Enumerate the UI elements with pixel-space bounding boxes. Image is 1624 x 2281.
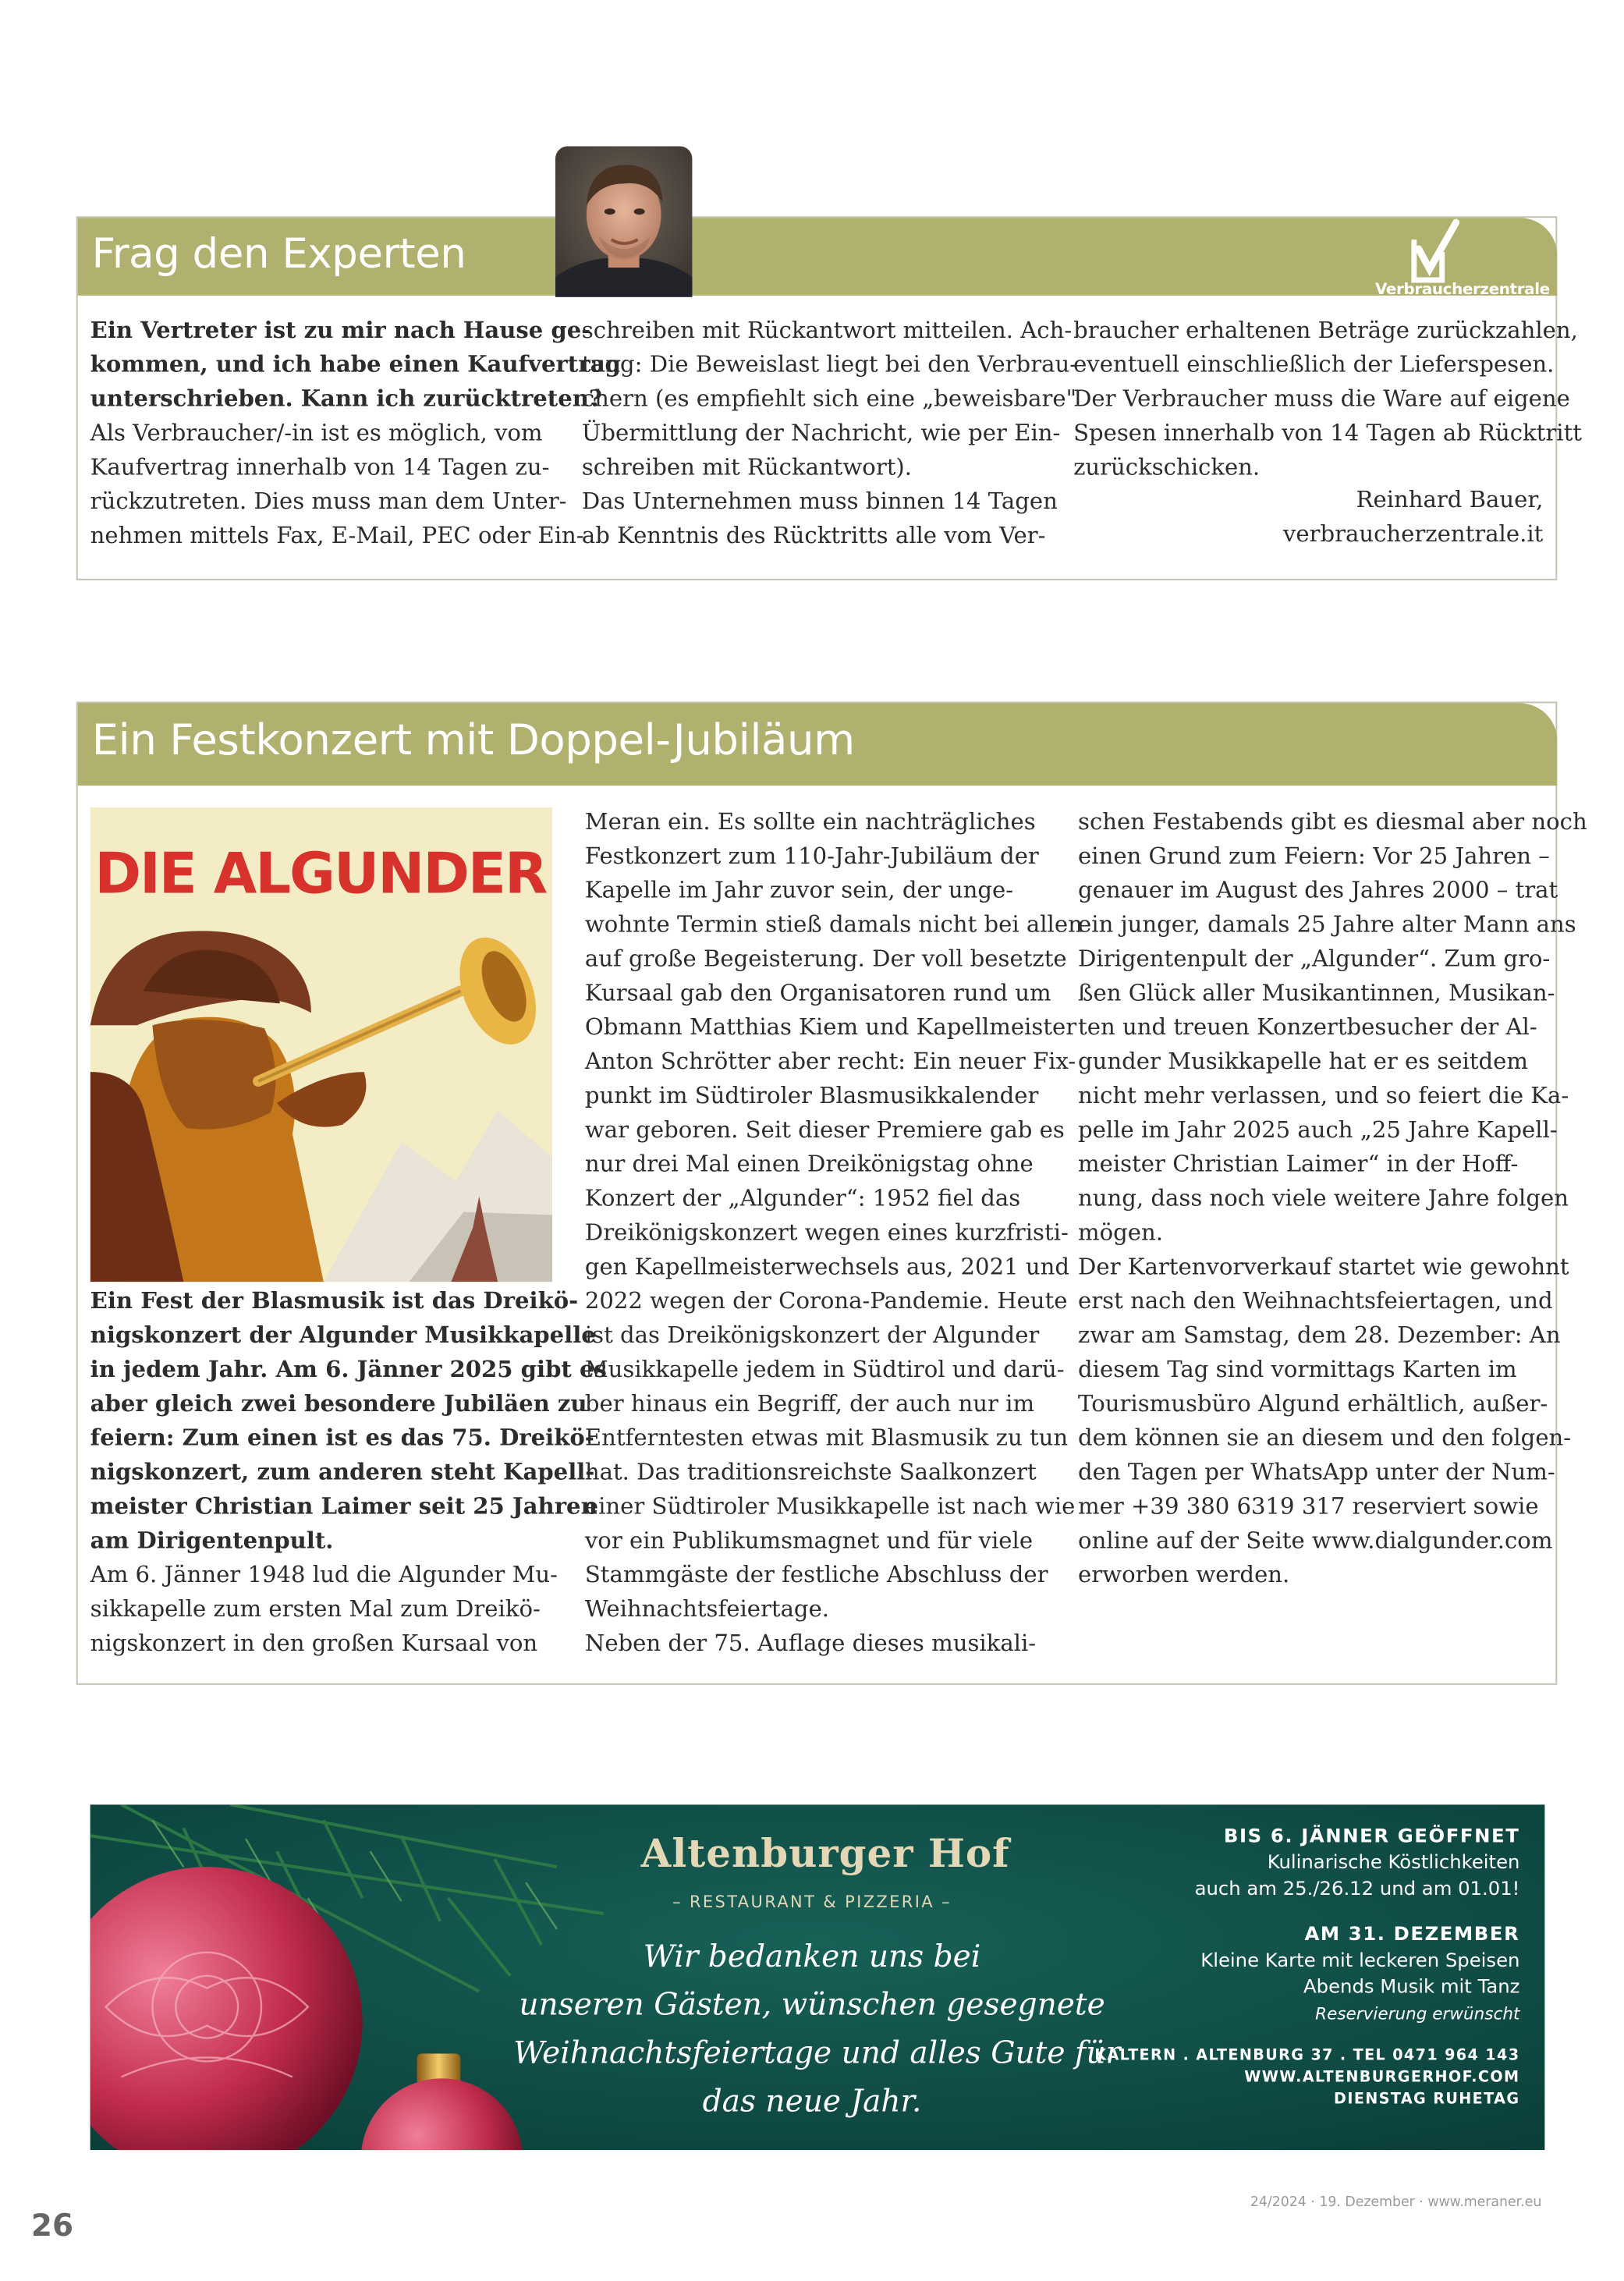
question-line: unterschrieben. Kann ich zurücktreten? [90, 385, 602, 413]
text-line: zurückschicken. [1073, 454, 1261, 481]
text-line: nehmen mittels Fax, E-Mail, PEC oder Ein- [90, 523, 584, 549]
opening-info [1006, 1823, 1519, 2111]
greeting-line: unseren Gästen, wünschen gesegnete [519, 1986, 1105, 2023]
text-line: gen Kapellmeisterwechsels aus, 2021 und [584, 1254, 1069, 1281]
newyear-heading: AM 31. DEZEMBER [1304, 1922, 1520, 1945]
restaurant-subtitle: – RESTAURANT & PIZZERIA – [672, 1893, 952, 1912]
text-line: Entferntesten etwas mit Blasmusik zu tun [584, 1424, 1069, 1452]
question-line: kommen, und ich habe einen Kaufvertrag [90, 351, 621, 378]
author-website: verbraucherzentrale.it [1282, 521, 1544, 548]
text-line: Der Verbraucher muss die Ware auf eigene [1073, 385, 1570, 413]
text-line: war geboren. Seit dieser Premiere gab es [584, 1116, 1065, 1144]
text-line: den Tagen per WhatsApp unter der Num- [1078, 1459, 1555, 1486]
text-line: punkt im Südtiroler Blasmusikkalender [584, 1083, 1039, 1109]
greeting-line: Weihnachtsfeiertage und alles Gute für [513, 2034, 1121, 2071]
newyear-text: Abends Musik mit Tanz [1303, 1975, 1520, 1998]
lead-line: nigskonzert, zum anderen steht Kapell- [90, 1459, 595, 1486]
text-line: Konzert der „Algunder“: 1952 fiel das [584, 1185, 1021, 1212]
expert-section-title: Frag den Experten [91, 230, 466, 278]
text-line: einen Grund zum Feiern: Vor 25 Jahren – [1078, 843, 1550, 870]
text-line: nur drei Mal einen Dreikönigstag ohne [584, 1151, 1034, 1178]
address-phone: KALTERN . ALTENBURG 37 . TEL 0471 964 143 [1094, 2047, 1520, 2065]
text-line: ein junger, damals 25 Jahre alter Mann ans [1078, 911, 1576, 938]
text-line: tung: Die Beweislast liegt bei den Verbrau- [581, 351, 1078, 378]
concert-column-2 [585, 806, 1083, 1662]
text-line: nicht mehr verlassen, und so feiert die Ka- [1078, 1083, 1569, 1109]
text-line: Das Unternehmen muss binnen 14 Tagen [581, 488, 1058, 516]
text-line: Meran ein. Es sollte ein nachträgliches [584, 809, 1036, 835]
text-line: ist das Dreikönigskonzert der Algunder [584, 1322, 1040, 1350]
concert-section-title: Ein Festkonzert mit Doppel-Jubiläum [91, 717, 855, 766]
text-line: mögen. [1078, 1219, 1164, 1247]
algunder-poster-image [90, 807, 552, 1282]
lead-line: in jedem Jahr. Am 6. Jänner 2025 gibt es [90, 1357, 607, 1383]
text-line: erworben werden. [1078, 1562, 1290, 1589]
text-line: Obmann Matthias Kiem und Kapellmeister [584, 1014, 1077, 1041]
lead-line: aber gleich zwei besondere Jubiläen zu [90, 1390, 587, 1417]
text-line: schreiben mit Rückantwort mitteilen. Ach- [581, 317, 1073, 344]
text-line: Dreikönigskonzert wegen eines kurzfristi- [584, 1219, 1069, 1247]
restaurant-name: Altenburger Hof [640, 1831, 1010, 1877]
website: WWW.ALTENBURGERHOF.COM [1244, 2069, 1520, 2087]
text-line: Als Verbraucher/-in ist es möglich, vom [90, 420, 543, 447]
text-line: schen Festabends gibt es diesmal aber noch [1078, 809, 1587, 835]
expert-portrait-photo [555, 146, 692, 296]
text-line: eventuell einschließlich der Lieferspesen. [1073, 351, 1555, 378]
text-line: Spesen innerhalb von 14 Tagen ab Rücktritt [1073, 420, 1582, 447]
opening-text: Kulinarische Köstlichkeiten [1267, 1851, 1520, 1874]
text-line: ber hinaus ein Begriff, der auch nur im [584, 1390, 1035, 1417]
text-line: auf große Begeisterung. Der voll besetzte [584, 945, 1067, 973]
text-line: Kursaal gab den Organisatoren rund um [584, 980, 1051, 1007]
page-number: 26 [30, 2207, 74, 2244]
reservation-note: Reservierung erwünscht [1315, 2003, 1520, 2024]
verbraucherzentrale-logo-text: Verbraucherzentrale [1374, 281, 1550, 299]
text-line: Übermittlung der Nachricht, wie per Ein- [581, 420, 1061, 447]
text-line: Weihnachtsfeiertage. [584, 1596, 830, 1623]
text-line: Dirigentenpult der „Algunder“. Zum gro- [1078, 945, 1551, 973]
text-line: Anton Schrötter aber recht: Ein neuer Fix- [584, 1048, 1076, 1076]
text-line: zwar am Samstag, dem 28. Dezember: An [1078, 1322, 1561, 1350]
text-line: 2022 wegen der Corona-Pandemie. Heute [584, 1288, 1068, 1315]
text-line: Neben der 75. Auflage dieses musikali- [584, 1630, 1037, 1657]
question-line: Ein Vertreter ist zu mir nach Hause ge- [90, 317, 591, 344]
expert-author-block [1073, 484, 1543, 552]
text-line: nung, dass noch viele weitere Jahre folgen [1078, 1185, 1569, 1212]
text-line: ßen Glück aller Musikantinnen, Musikan- [1078, 980, 1555, 1007]
text-line: sikkapelle zum ersten Mal zum Dreikö- [90, 1596, 541, 1623]
opening-heading: BIS 6. JÄNNER GEÖFFNET [1223, 1825, 1520, 1847]
text-line: Kaufvertrag innerhalb von 14 Tagen zu- [90, 454, 550, 481]
text-line: chern (es empfiehlt sich eine „beweisbare" [581, 385, 1077, 413]
greeting-line: Wir bedanken uns bei [643, 1938, 981, 1974]
expert-column-2 [582, 314, 1077, 554]
newyear-text: Kleine Karte mit leckeren Speisen [1200, 1949, 1520, 1971]
lead-line: feiern: Zum einen ist es das 75. Dreikö- [90, 1424, 594, 1452]
text-line: nigskonzert in den großen Kursaal von [90, 1630, 538, 1657]
text-line: diesem Tag sind vormittags Karten im [1078, 1357, 1517, 1383]
text-line: Stammgäste der festliche Abschluss der [584, 1562, 1048, 1589]
opening-text: auch am 25./26.12 und am 01.01! [1194, 1878, 1520, 1900]
text-line: ab Kenntnis des Rücktritts alle vom Ver- [581, 523, 1046, 549]
expert-column-3 [1073, 314, 1582, 485]
text-line: Festkonzert zum 110-Jahr-Jubiläum der [584, 843, 1039, 870]
text-line: Am 6. Jänner 1948 lud die Algunder Mu- [90, 1562, 558, 1589]
text-line: Musikkapelle jedem in Südtirol und darü- [584, 1357, 1065, 1383]
author-name: Reinhard Bauer, [1356, 487, 1544, 514]
text-line: vor ein Publikumsmagnet und für viele [584, 1527, 1034, 1555]
concert-column-1 [90, 1285, 607, 1662]
lead-line: Ein Fest der Blasmusik ist das Dreikö- [90, 1288, 579, 1315]
concert-header-bar [78, 703, 1558, 786]
expert-column-1 [90, 314, 621, 554]
text-line: Tourismusbüro Algund erhältlich, außer- [1078, 1390, 1548, 1417]
text-line: gunder Musikkapelle hat er es seitdem [1078, 1048, 1529, 1076]
text-line: wohnte Termin stieß damals nicht bei allen [584, 911, 1083, 938]
text-line: hat. Das traditionsreichste Saalkonzert [584, 1459, 1037, 1486]
lead-line: am Dirigentenpult. [90, 1527, 334, 1555]
text-line: braucher erhaltenen Beträge zurückzahlen, [1073, 317, 1578, 344]
text-line: online auf der Seite www.dialgunder.com [1078, 1527, 1553, 1555]
text-line: erst nach den Weihnachtsfeiertagen, und [1078, 1288, 1553, 1315]
text-line: mer +39 380 6319 317 reserviert sowie [1078, 1493, 1539, 1520]
greeting-line: das neue Jahr. [702, 2083, 922, 2120]
text-line: rückzutreten. Dies muss man dem Unter- [90, 488, 567, 516]
poster-title: DIE ALGUNDER [94, 840, 547, 906]
text-line: meister Christian Laimer“ in der Hoff- [1078, 1151, 1519, 1178]
text-line: ten und treuen Konzertbesucher der Al- [1078, 1014, 1537, 1041]
text-line: Kapelle im Jahr zuvor sein, der unge- [584, 877, 1014, 904]
text-line: Der Kartenvorverkauf startet wie gewohnt [1078, 1254, 1569, 1281]
text-line: genauer im August des Jahres 2000 – trat [1078, 877, 1558, 904]
lead-line: nigskonzert der Algunder Musikkapelle [90, 1322, 596, 1350]
issue-footer: 24/2024 · 19. Dezember · www.meraner.eu [1250, 2194, 1542, 2211]
lead-line: meister Christian Laimer seit 25 Jahren [90, 1493, 597, 1520]
text-line: dem können sie an diesem und den folgen- [1078, 1424, 1572, 1452]
rest-day: DIENSTAG RUHETAG [1334, 2091, 1520, 2109]
text-line: einer Südtiroler Musikkapelle ist nach wie [584, 1493, 1076, 1520]
text-line: schreiben mit Rückantwort). [581, 454, 913, 481]
text-line: pelle im Jahr 2025 auch „25 Jahre Kapell- [1078, 1116, 1558, 1144]
concert-column-3 [1078, 806, 1587, 1593]
